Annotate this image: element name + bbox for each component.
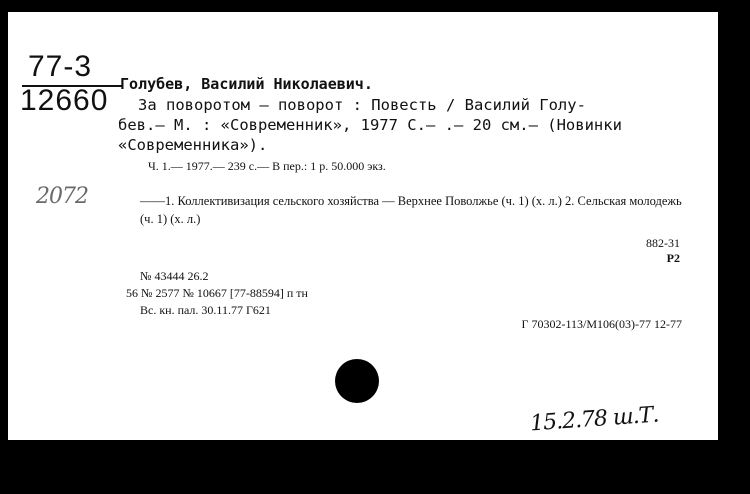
catalog-card (8, 12, 718, 440)
accession-line-2: 56 № 2577 № 10667 [77-88594] п тн (126, 286, 308, 300)
title-line-1: За поворотом — поворот : Повесть / Василий Голу- (138, 96, 586, 114)
physical-description: Ч. 1.— 1977.— 239 с.— В пер.: 1 р. 50.000 экз. (148, 159, 386, 173)
call-number-top: 77-3 (28, 50, 93, 83)
handwritten-signature: 15.2.78 ш.Т. (529, 402, 660, 437)
title-statement (118, 95, 698, 155)
title-line-2: бев.— М. : «Современник», 1977 С.— .— 20 см.— (Новинки (118, 116, 622, 134)
classification-line-1: 882-31 (646, 236, 680, 250)
call-number-bottom: 12660 (20, 84, 109, 117)
title-line-3: «Современника»). (118, 136, 268, 154)
author-heading: Голубев, Василий Николаевич. (120, 75, 373, 93)
accession-line-1: № 43444 26.2 (140, 269, 209, 283)
classification-line-2: Р2 (666, 251, 680, 265)
subject-headings: ——1. Коллективизация сельского хозяйства — Верхнее Поволжье (ч. 1) (х. л.) 2. Сельская молодежь (ч. 1) (х. л.) (140, 194, 682, 226)
handwritten-stamp: 2072 (36, 184, 88, 209)
catalog-code: Г 70302-113/М106(03)-77 12-77 (521, 317, 682, 331)
accession-line-3: Вс. кн. пал. 30.11.77 Г621 (140, 303, 271, 317)
punch-hole (335, 359, 379, 403)
